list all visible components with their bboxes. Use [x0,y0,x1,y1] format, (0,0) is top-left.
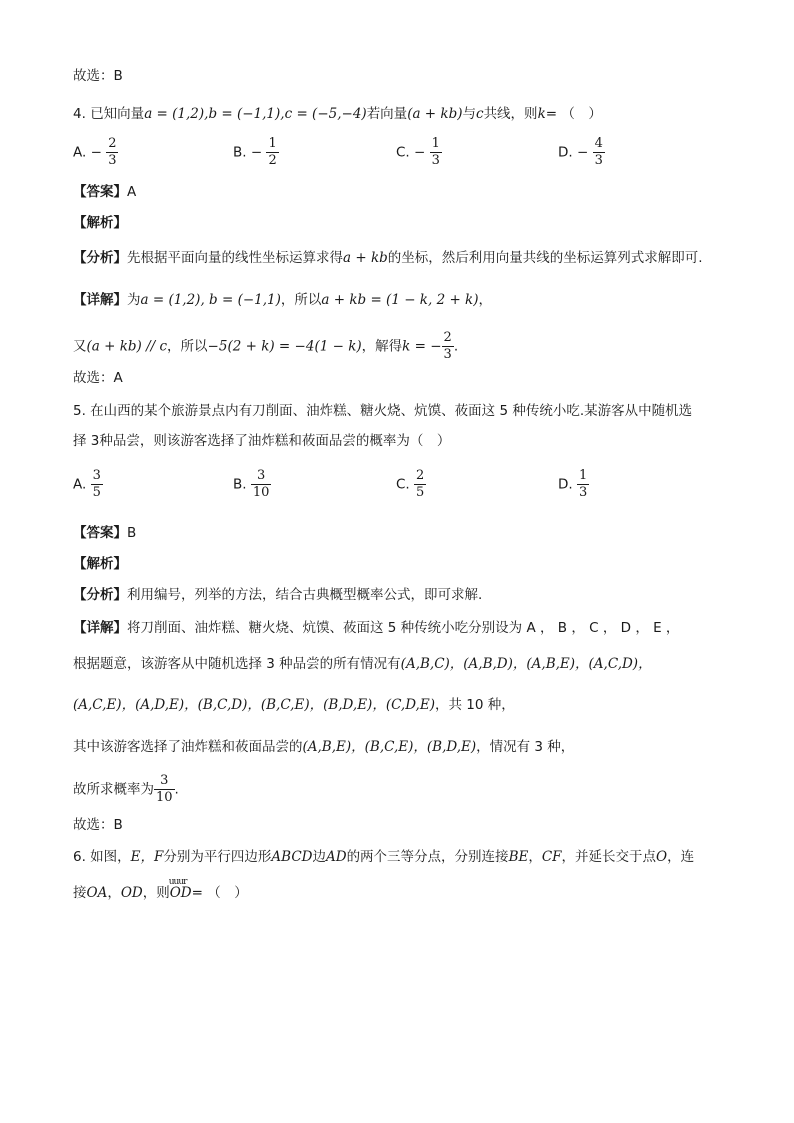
fraction: $\frac{2}{5}$ [416,468,425,500]
q4-stem-post: 共线，则 [483,106,538,122]
q4-xiangjie-2: 又(a + kb) // c，所以−5(2 + k) = −4(1 − k)，解得k = − $\frac{2}{3}$ . [73,330,459,362]
q5-xiangjie-2: 根据题意，该游客从中随机选择 3 种品尝的所有情况有(A,B,C)，(A,B,D)，(A,B,E)，(A,C,D)， [73,656,652,672]
q4-c: c [476,106,484,122]
q4-k: k [537,106,546,122]
q5-answer: 【答案】B [73,525,137,541]
q4-stem-pre: 已知向量 [90,106,145,122]
fraction: $\frac{1}{3}$ [431,136,440,168]
q4-expr: (a + kb) [407,106,463,122]
q4-option-b: B. − $\frac{1}{2}$ [233,136,277,168]
q5-analysis-heading: 【解析】 [73,556,127,572]
q4-fenxi: 【分析】先根据平面向量的线性坐标运算求得a + kb的坐标，然后利用向量共线的坐标运算列式求解即可. [73,250,703,266]
q4-c-def: c = (−5,−4) [284,106,367,122]
q5-option-b: B. $\frac{3}{10}$ [233,468,270,500]
q4-number: 4. [73,106,86,122]
q5-xiangjie-3: (A,C,E)，(A,D,E)，(B,C,D)，(B,C,E)，(B,D,E)，(C,D,E)，共 10 种， [73,697,515,713]
q5-fenxi: 【分析】利用编号，列举的方法，结合古典概型概率公式，即可求解. [73,587,483,603]
q5-option-a: A. $\frac{3}{5}$ [73,468,101,500]
fraction: $\frac{4}{3}$ [594,136,603,168]
q5-conclusion: 故选：B [73,817,123,833]
q4-stem-mid: 若向量 [366,106,408,122]
q4-stem [73,104,602,124]
q4-stem-end: = （ ） [545,106,602,122]
q4-answer: 【答案】A [73,184,137,200]
od-vector: uuur OD [170,883,192,903]
fraction: $\frac{2}{3}$ [443,330,452,362]
q5-xiangjie-5: 故所求概率为 $\frac{3}{10}$ . [73,773,179,805]
q4-option-a: A. − $\frac{2}{3}$ [73,136,117,168]
q4-a-def: a = (1,2), [144,106,209,122]
q4-option-c: C. − $\frac{1}{3}$ [396,136,440,168]
q4-b-def: b = (−1,1), [208,106,285,122]
fraction: $\frac{3}{10}$ [156,773,173,805]
q6-stem-line1: 6. 如图，E，F分别为平行四边形ABCD边AD的两个三等分点，分别连接BE，CF，并延长交于点O，连 [73,849,695,865]
q6-stem-line2: 接OA，OD，则uuur OD= （ ） [73,883,248,903]
q4-xiangjie-1: 【详解】为a = (1,2), b = (−1,1)，所以a + kb = (1 − k, 2 + k)， [73,292,492,308]
q3-conclusion: 故选：B [73,68,123,84]
q5-stem-line2: 择 3种品尝，则该游客选择了油炸糕和莜面品尝的概率为（ ） [73,433,451,449]
q5-xiangjie-4: 其中该游客选择了油炸糕和莜面品尝的(A,B,E)，(B,C,E)，(B,D,E)，情况有 3 种， [73,739,575,755]
q4-analysis-heading: 【解析】 [73,215,127,231]
q5-option-c: C. $\frac{2}{5}$ [396,468,425,500]
fraction: $\frac{1}{3}$ [578,468,588,500]
q5-xiangjie-1: 【详解】将刀削面、油炸糕、糖火烧、炕馍、莜面这 5 种传统小吃分别设为 A ， B ， C ， D ， E ， [73,620,680,636]
q4-option-d: D. − $\frac{4}{3}$ [558,136,603,168]
q5-stem-line1: 5. 在山西的某个旅游景点内有刀削面、油炸糕、糖火烧、炕馍、莜面这 5 种传统小吃.某游客从中随机选 [73,403,693,419]
fraction: $\frac{1}{2}$ [268,136,277,168]
q4-conclusion: 故选：A [73,370,123,386]
q4-stem-mid2: 与 [462,106,476,122]
fraction: $\frac{3}{10}$ [252,468,270,500]
fraction: $\frac{3}{5}$ [92,468,101,500]
fraction: $\frac{2}{3}$ [108,136,117,168]
q5-option-d: D. $\frac{1}{3}$ [558,468,588,500]
